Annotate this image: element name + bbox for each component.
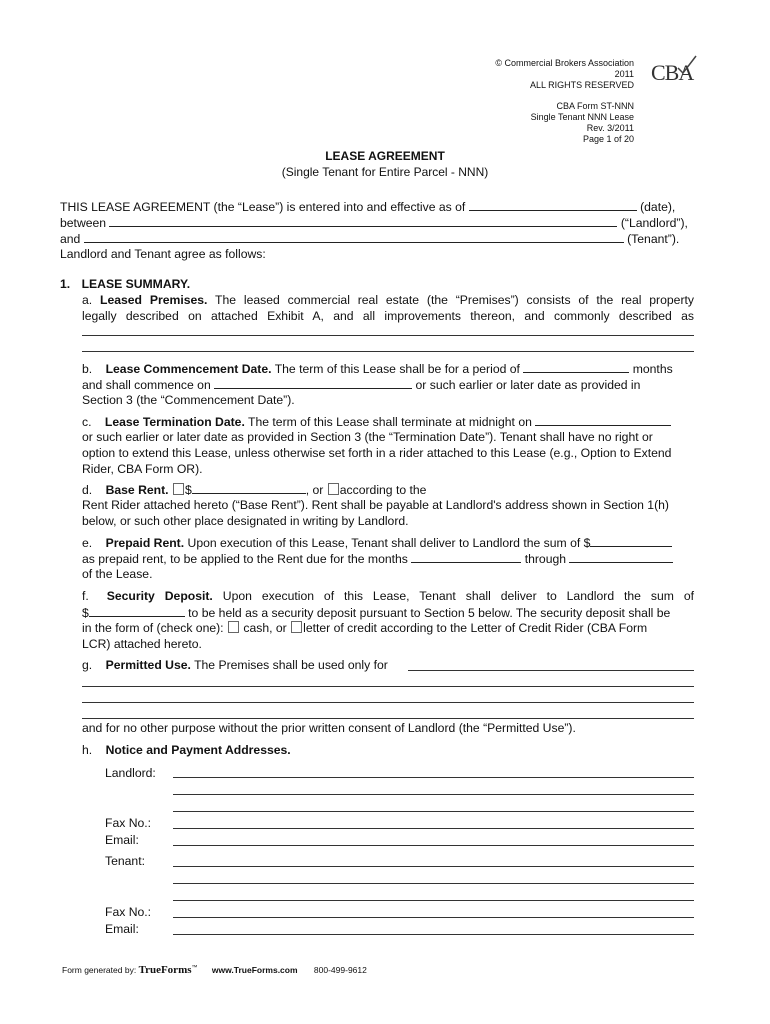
prepaid-rent-field[interactable] <box>590 534 672 547</box>
item-f-title: Security Deposit. <box>106 589 213 603</box>
date-label: (date), <box>640 200 676 214</box>
item-f-text2: to be held as a security deposit pursuant to Section 5 below. The security deposit shall be <box>188 606 671 620</box>
item-b-line2 <box>82 376 640 393</box>
item-b-line1 <box>82 360 673 377</box>
tenant-name-field[interactable] <box>84 230 624 243</box>
item-e-title: Prepaid Rent. <box>105 536 185 550</box>
termination-date-field[interactable] <box>535 413 671 426</box>
letter-of-credit-checkbox[interactable] <box>291 621 302 633</box>
landlord-address-label: Landlord: <box>105 766 156 780</box>
premises-description-line-2[interactable] <box>82 351 694 352</box>
item-f-line3 <box>82 620 647 636</box>
tenant-fax-label: Fax No.: <box>105 905 152 919</box>
item-e-line2 <box>82 550 673 567</box>
prepaid-months-from-field[interactable] <box>411 550 521 563</box>
months-label: months <box>632 362 673 376</box>
item-a-line1 <box>82 292 694 308</box>
form-name: Single Tenant NNN Lease <box>530 112 634 122</box>
item-e-line3: of the Lease. <box>82 567 153 581</box>
security-deposit-field[interactable] <box>89 604 185 617</box>
permitted-use-field[interactable] <box>408 670 694 671</box>
landlord-email-label: Email: <box>105 833 139 847</box>
copyright-text: © Commercial Brokers Association <box>495 58 634 68</box>
checkmark-logo-icon <box>676 54 698 76</box>
landlord-fax-label: Fax No.: <box>105 816 152 830</box>
intro-line1 <box>60 198 675 215</box>
item-a-title: Leased Premises. <box>100 293 208 307</box>
tenant-email-label: Email: <box>105 922 139 936</box>
section1-heading: 1. LEASE SUMMARY. <box>60 277 191 291</box>
item-a-text1: The leased commercial real estate (the “Premises”) consists of the real property <box>215 293 694 307</box>
tenant-address-label: Tenant: <box>105 854 145 868</box>
item-d-line1 <box>82 481 426 498</box>
commencement-date-field[interactable] <box>214 376 412 389</box>
landlord-address-line-1[interactable] <box>173 777 694 778</box>
document-subtitle: (Single Tenant for Entire Parcel - NNN) <box>281 165 489 179</box>
item-a-label: a. <box>82 293 93 307</box>
permitted-use-line-4[interactable] <box>82 718 694 719</box>
intro-line3 <box>60 230 679 247</box>
item-b-text1: The term of this Lease shall be for a period of <box>274 362 520 376</box>
item-a-text2: legally described on attached Exhibit A, and all improvements thereon, and commonly described as <box>82 309 694 323</box>
landlord-address-line-2[interactable] <box>173 794 694 795</box>
tenant-address-line-2[interactable] <box>173 883 694 884</box>
cba-logo-text: CBA <box>651 60 694 85</box>
premises-description-line-1[interactable] <box>82 335 694 336</box>
item-b-text2a: and shall commence on <box>82 378 211 392</box>
item-h-line1 <box>82 742 291 758</box>
and-label: and <box>60 232 81 246</box>
section1-title: LEASE SUMMARY <box>81 277 187 291</box>
year-text: 2011 <box>614 69 634 79</box>
form-id: CBA Form ST-NNN <box>556 101 634 111</box>
page-number: Page 1 of 20 <box>582 134 634 144</box>
item-g-line1 <box>82 657 388 673</box>
item-b-title: Lease Commencement Date. <box>105 362 272 376</box>
deposit-dollar-sign: $ <box>82 606 89 620</box>
item-h-label: h. <box>82 743 93 757</box>
item-h-title: Notice and Payment Addresses. <box>105 743 291 757</box>
footer <box>62 964 367 976</box>
item-d-label: d. <box>82 483 93 497</box>
prepaid-months-to-field[interactable] <box>569 550 673 563</box>
item-b-label: b. <box>82 362 93 376</box>
item-d-line2: Rent Rider attached hereto (“Base Rent”). Rent shall be payable at Landlord's address shown in Section 1(h) <box>82 498 669 512</box>
rights-text: ALL RIGHTS RESERVED <box>529 80 634 90</box>
form-info <box>420 101 634 145</box>
trademark-symbol: ™ <box>191 965 198 972</box>
dollar-sign: $ <box>184 483 192 497</box>
item-f-line1 <box>82 588 694 604</box>
item-c-line1 <box>82 413 671 430</box>
item-c-line4: Rider, CBA Form OR). <box>82 462 203 476</box>
intro-agree: Landlord and Tenant agree as follows: <box>60 247 266 261</box>
rent-rider-checkbox[interactable] <box>328 483 339 495</box>
footer-generated-text: Form generated by: <box>62 965 137 975</box>
cash-checkbox[interactable] <box>228 621 239 633</box>
through-label: through <box>524 552 567 566</box>
base-rent-amount-checkbox[interactable] <box>173 483 184 495</box>
item-c-title: Lease Termination Date. <box>104 415 245 429</box>
item-c-text1: The term of this Lease shall terminate at midnight on <box>248 415 532 429</box>
footer-phone: 800-499-9612 <box>313 965 367 975</box>
item-c-line3: option to extend this Lease, unless otherwise set forth in a rider attached to this Lease (e.g., Option to Extend <box>82 446 672 460</box>
item-f-line2 <box>82 604 670 621</box>
footer-website-link[interactable]: www.TrueForms.com <box>211 965 298 975</box>
effective-date-field[interactable] <box>469 198 637 211</box>
item-e-text1: Upon execution of this Lease, Tenant shall deliver to Landlord the sum of $ <box>187 536 591 550</box>
landlord-label: (“Landlord”), <box>620 216 688 230</box>
item-f-label: f. <box>82 589 89 603</box>
item-b-text2b: or such earlier or later date as provided in <box>415 378 641 392</box>
landlord-name-field[interactable] <box>109 214 617 227</box>
base-rent-amount-field[interactable] <box>192 481 306 494</box>
item-g-line2: and for no other purpose without the prior written consent of Landlord (the “Permitted Use”). <box>82 721 576 735</box>
item-g-text1: The Premises shall be used only for <box>194 658 388 672</box>
item-b-line3: Section 3 (the “Commencement Date”). <box>82 393 295 407</box>
cash-label: cash, or <box>243 621 287 635</box>
or-label: , or <box>305 483 324 497</box>
intro-line2 <box>60 214 688 231</box>
tenant-address-line-3[interactable] <box>173 900 694 901</box>
item-d-text1b: according to the <box>339 483 427 497</box>
document-title: LEASE AGREEMENT <box>325 149 445 163</box>
form-rev: Rev. 3/2011 <box>586 123 634 133</box>
section1-number: 1. <box>60 277 71 291</box>
item-e-line1 <box>82 534 672 551</box>
item-d-line3: below, or such other place designated in writing by Landlord. <box>82 514 409 528</box>
item-f-text3b: letter of credit according to the Letter of Credit Rider (CBA Form <box>303 621 648 635</box>
header-info <box>420 58 634 91</box>
landlord-email-field[interactable] <box>173 845 694 846</box>
landlord-fax-field[interactable] <box>173 828 694 829</box>
landlord-address-line-3[interactable] <box>173 811 694 812</box>
tenant-address-line-1[interactable] <box>173 866 694 867</box>
lease-term-field[interactable] <box>523 360 629 373</box>
permitted-use-line-3[interactable] <box>82 702 694 703</box>
tenant-label: (Tenant”). <box>627 232 680 246</box>
item-f-text3a: in the form of (check one): <box>82 621 224 635</box>
trueforms-logo: TrueForms <box>138 964 192 976</box>
item-g-label: g. <box>82 658 93 672</box>
item-g-title: Permitted Use. <box>105 658 191 672</box>
item-f-line4: LCR) attached hereto. <box>82 637 202 651</box>
item-f-text1: Upon execution of this Lease, Tenant shall deliver to Landlord the sum of <box>222 589 695 603</box>
intro-effective-text: THIS LEASE AGREEMENT (the “Lease”) is entered into and effective as of <box>60 200 466 214</box>
item-c-label: c. <box>82 415 92 429</box>
item-c-line2: or such earlier or later date as provided in Section 3 (the “Termination Date”). Tenant shall have no right or <box>82 430 653 444</box>
item-a-line2 <box>82 308 694 324</box>
item-e-text2a: as prepaid rent, to be applied to the Rent due for the months <box>82 552 408 566</box>
item-d-title: Base Rent. <box>105 483 169 497</box>
permitted-use-line-2[interactable] <box>82 686 694 687</box>
tenant-email-field[interactable] <box>173 934 694 935</box>
tenant-fax-field[interactable] <box>173 917 694 918</box>
between-label: between <box>60 216 107 230</box>
item-e-label: e. <box>82 536 93 550</box>
